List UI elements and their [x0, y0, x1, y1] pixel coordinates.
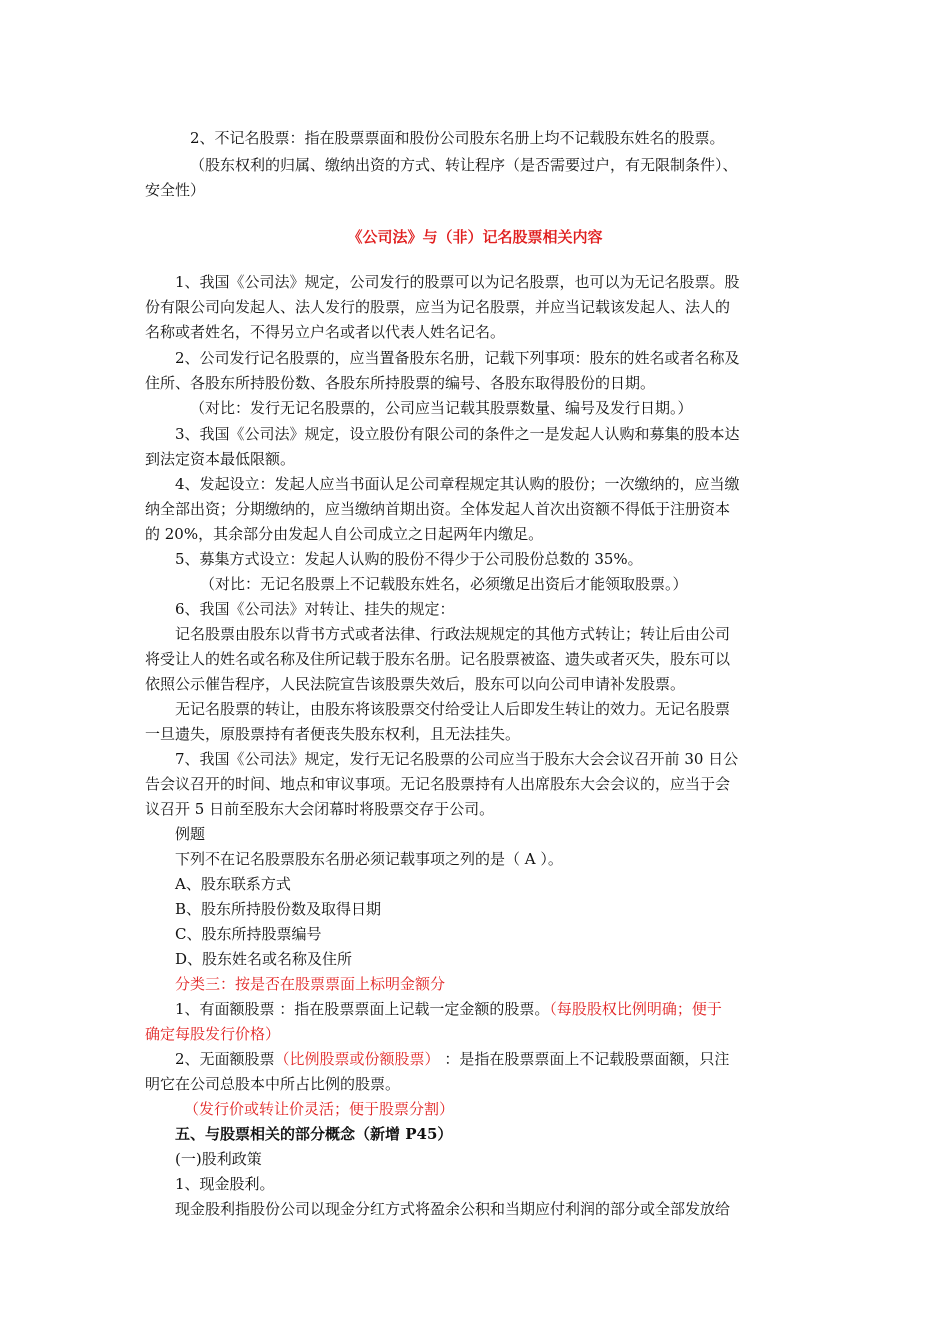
paragraph-line: 现金股利指股份公司以现金分红方式将盈余公积和当期应付利润的部分或全部发放给: [175, 1200, 731, 1218]
paragraph-line: 住所、各股东所持股份数、各股东所持股票的编号、各股东取得股份的日期。: [145, 374, 656, 392]
paragraph-line: 2、公司发行记名股票的，应当置备股东名册，记载下列事项：股东的姓名或者名称及: [175, 349, 740, 367]
par-value-note: （每股股权比例明确；便于: [549, 1000, 722, 1018]
paragraph-line: （对比：发行无记名股票的，公司应当记载其股票数量、编号及发行日期。）: [190, 399, 693, 417]
option-d: D、股东姓名或名称及住所: [175, 950, 353, 968]
paragraph-line: 一旦遗失，原股票持有者便丧失股东权利，且无法挂失。: [145, 725, 521, 743]
question-text: 下列不在记名股票股东名册必须记载事项之列的是（ A ）。: [175, 850, 563, 868]
paragraph-line: 到法定资本最低限额。: [145, 450, 296, 468]
paragraph-line: 7、我国《公司法》规定，发行无记名股票的公司应当于股东大会会议召开前 30 日公: [175, 750, 739, 768]
paragraph-line: 记名股票由股东以背书方式或者法律、行政法规规定的其他方式转让；转让后由公司: [175, 625, 731, 643]
no-par-note: （比例股票或份额股票）: [274, 1050, 440, 1068]
paragraph-line: 告会议召开的时间、地点和审议事项。无记名股票持有人出席股东大会会议的，应当于会: [145, 775, 731, 793]
paragraph-line: （股东权利的归属、缴纳出资的方式、转让程序（是否需要过户，有无限制条件）、: [190, 156, 738, 174]
no-par-label: 2、无面额股票: [175, 1050, 275, 1068]
paragraph-line: 安全性）: [145, 181, 206, 199]
paragraph-line: 份有限公司向发起人、法人发行的股票，应当为记名股票，并应当记载该发起人、法人的: [145, 298, 731, 316]
category-heading: 分类三：按是否在股票票面上标明金额分: [175, 975, 446, 993]
par-value-note-cont: 确定每股发行价格）: [145, 1025, 281, 1043]
section-title: 《公司法》与（非）记名股票相关内容: [347, 228, 603, 246]
paragraph-line: 6、我国《公司法》对转让、挂失的规定：: [175, 600, 455, 618]
no-par-definition: ：是指在股票票面上不记载股票面额，只注: [439, 1050, 730, 1068]
option-b: B、股东所持股份数及取得日期: [175, 900, 382, 918]
option-a: A、股东联系方式: [175, 875, 291, 893]
no-par-advantage: （发行价或转让价灵活；便于股票分割）: [184, 1100, 455, 1118]
paragraph-line: 2、不记名股票：指在股票票面和股份公司股东名册上均不记载股东姓名的股票。: [190, 129, 725, 147]
paragraph-line: 3、我国《公司法》规定，设立股份有限公司的条件之一是发起人认购和募集的股本达: [175, 425, 740, 443]
paragraph-line: 将受让人的姓名或名称及住所记载于股东名册。记名股票被盗、遗失或者灭失，股东可以: [145, 650, 731, 668]
paragraph-line: 明它在公司总股本中所占比例的股票。: [145, 1075, 401, 1093]
paragraph-line: [175, 1047, 729, 1071]
subsection-heading: (一)股利政策: [175, 1150, 262, 1168]
example-heading: 例题: [175, 825, 206, 843]
paragraph-line: 4、发起设立：发起人应当书面认足公司章程规定其认购的股份；一次缴纳的，应当缴: [175, 475, 740, 493]
paragraph-line: 议召开 5 日前至股东大会闭幕时将股票交存于公司。: [145, 800, 495, 818]
paragraph-line: 无记名股票的转让，由股东将该股票交付给受让人后即发生转让的效力。无记名股票: [175, 700, 731, 718]
paragraph-line: 5、募集方式设立：发起人认购的股份不得少于公司股份总数的 35%。: [175, 550, 643, 568]
paragraph-line: 1、我国《公司法》规定，公司发行的股票可以为记名股票，也可以为无记名股票。股: [175, 273, 740, 291]
section-heading: 五、与股票相关的部分概念（新增 P45）: [175, 1125, 453, 1143]
paragraph-line: 1、现金股利。: [175, 1175, 275, 1193]
paragraph-line: （对比：无记名股票上不记载股东姓名，必须缴足出资后才能领取股票。）: [200, 575, 688, 593]
paragraph-line: 依照公示催告程序，人民法院宣告该股票失效后，股东可以向公司申请补发股票。: [145, 675, 686, 693]
paragraph-line: [175, 997, 722, 1021]
paragraph-line: 纳全部出资；分期缴纳的，应当缴纳首期出资。全体发起人首次出资额不得低于注册资本: [145, 500, 731, 518]
par-value-definition: 1、有面额股票 ：指在股票票面上记载一定金额的股票。: [175, 1000, 550, 1018]
option-c: C、股东所持股票编号: [175, 925, 322, 943]
paragraph-line: 名称或者姓名，不得另立户名或者以代表人姓名记名。: [145, 323, 506, 341]
paragraph-line: 的 20%，其余部分由发起人自公司成立之日起两年内缴足。: [145, 525, 544, 543]
